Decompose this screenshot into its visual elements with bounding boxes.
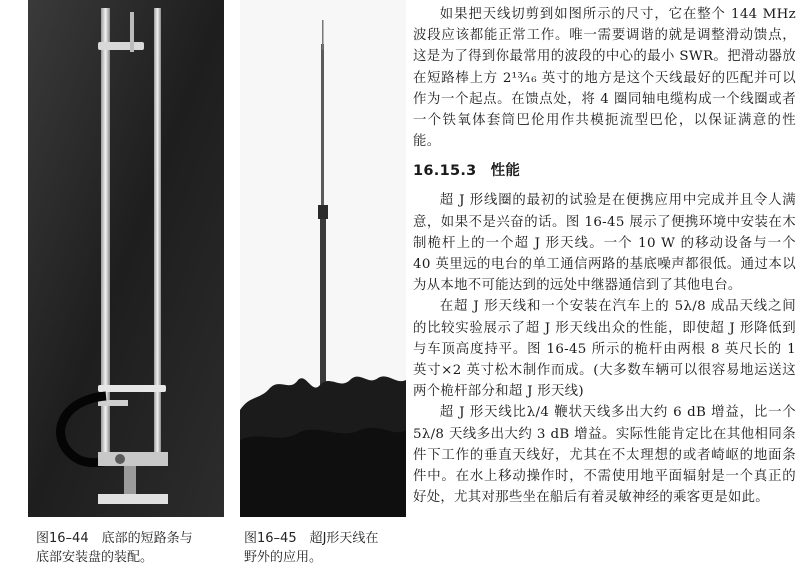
figure-16-44-caption <box>36 529 216 567</box>
paragraph: 超 J 形线圈的最初的试验是在便携应用中完成并且令人满意，如果不是兴奋的话。图 16-45 展示了便携环境中安装在木制桅杆上的一个超 J 形天线。一个 10 W 的移动设备与一个 40 英里远的电台的单工通信两路的基底噪声都很低。通过本以为从本地不可能达到的远处中继器通信到了其他电台。 <box>413 193 796 294</box>
figure-16-45-photo <box>240 0 406 517</box>
figure-16-45-caption <box>244 529 404 567</box>
paragraph: 超 J 形天线比λ/4 鞭状天线多出大约 6 dB 增益，比一个 5λ/8 天线多出大约 3 dB 增益。实际性能肯定比在其他相同条件下工作的垂直天线好，尤其在不太理想的或者崎岖的地面条件中。在水上移动操作时，不需使用地平面辐射是一个真正的好处，尤其对那些坐在船后有着灵敏神经的乘客更是如此。 <box>413 405 796 506</box>
caption-line: 图16–45 超J形天线在 <box>244 531 379 546</box>
paragraph: 如果把天线切剪到如图所示的尺寸，它在整个 144 MHz 波段应该都能正常工作。唯一需要调谐的就是调整滑动馈点，这是为了得到你最常用的波段的中心的最小 SWR。把滑动器放在短路棒上方 2¹³⁄₁₆ 英寸的地方是这个天线最好的匹配并可以作为一个起点。在馈点处，将 4 圈同轴电缆构成一个线圈或者一个铁氧体套筒巴伦用作共模扼流型巴伦，以保证满意的性能。 <box>413 7 796 150</box>
caption-line: 野外的应用。 <box>244 550 323 565</box>
section-heading <box>413 160 796 182</box>
paragraph: 在超 J 形天线和一个安装在汽车上的 5λ/8 成品天线之间的比较实验展示了超 J 形天线出众的性能，即使超 J 形降低到与车顶高度持平。图 16-45 所示的桅杆由两根 8 英尺长的 1 英寸×2 英寸松木制作而成。(大多数车辆可以很容易地运送这两个桅杆部分和超 J 形天线) <box>413 299 796 400</box>
section-number: 16.15.3 <box>413 163 477 180</box>
figure-16-44-photo <box>28 0 224 517</box>
caption-line: 图16–44 底部的短路条与 <box>36 531 193 546</box>
body-text-column <box>413 4 796 508</box>
caption-line: 底部安装盘的装配。 <box>36 550 154 565</box>
section-title: 性能 <box>490 163 521 180</box>
